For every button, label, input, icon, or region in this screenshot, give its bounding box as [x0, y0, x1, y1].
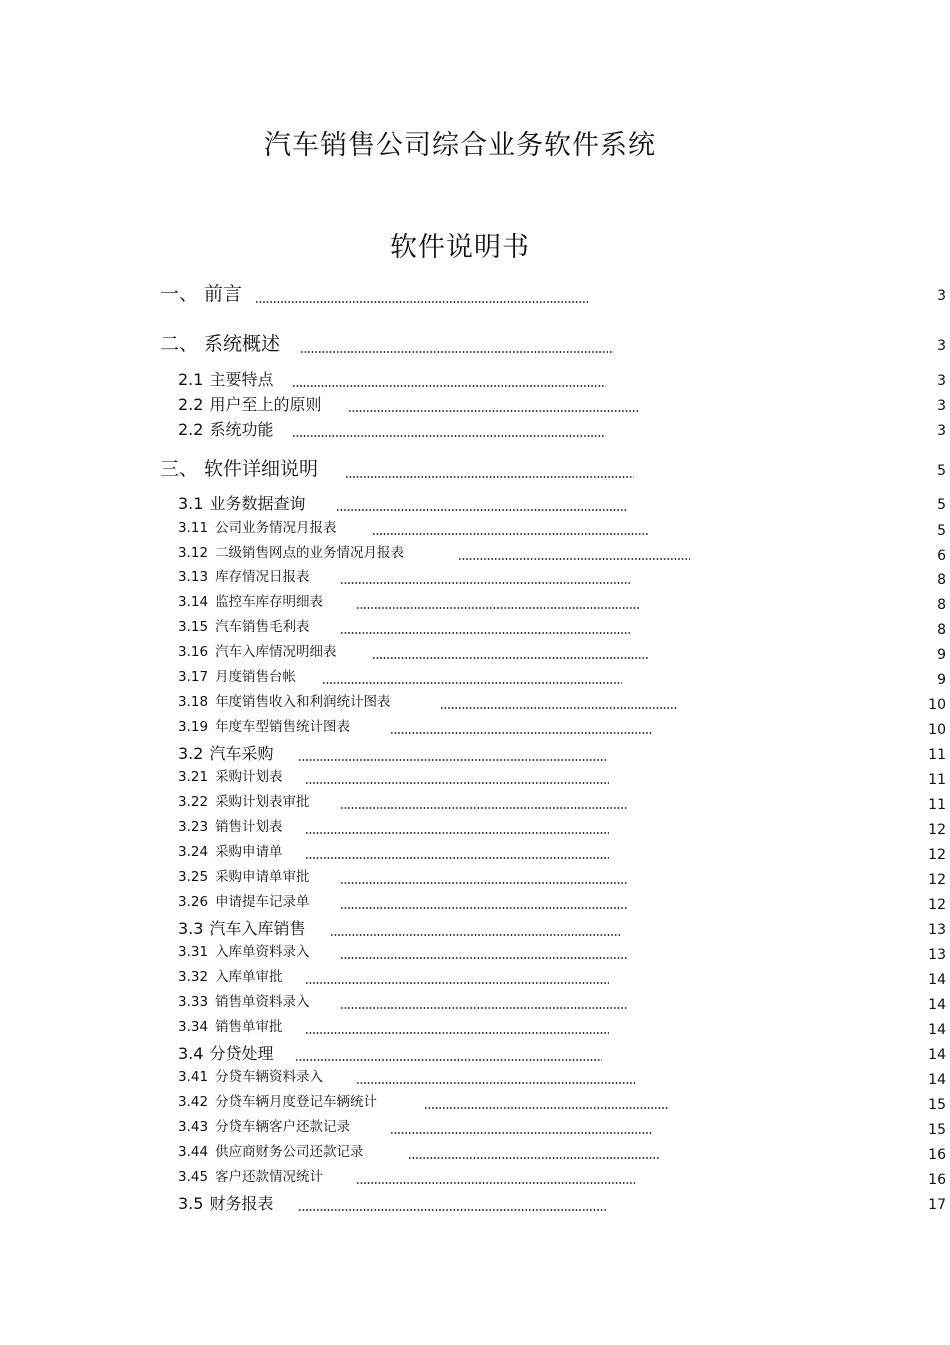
- toc-entry[interactable]: [178, 496, 305, 512]
- toc-entry-label: 汽车入库情况明细表: [215, 644, 337, 660]
- toc-entry[interactable]: [178, 422, 273, 438]
- toc-entry-label: 销售计划表: [215, 819, 283, 835]
- toc-page-number: 14: [928, 972, 946, 988]
- toc-entry-label: 采购申请单审批: [215, 869, 310, 885]
- toc-dot-leader: [292, 435, 606, 437]
- toc-page-number: 14: [928, 1022, 946, 1038]
- toc-entry-number: 3.4: [178, 1044, 204, 1063]
- toc-entry[interactable]: [178, 372, 273, 388]
- toc-entry-label: 分贷车辆月度登记车辆统计: [215, 1094, 378, 1110]
- toc-entry-label: 前言: [204, 283, 243, 305]
- toc-entry-label: 供应商财务公司还款记录: [215, 1144, 364, 1160]
- toc-entry-label: 分贷车辆资料录入: [215, 1069, 324, 1085]
- toc-dot-leader: [390, 732, 652, 734]
- toc-page-number: 11: [928, 797, 946, 813]
- toc-dot-leader: [322, 682, 622, 684]
- toc-page-number: 5: [937, 523, 946, 539]
- toc-dot-leader: [348, 410, 639, 412]
- toc-entry-label: 二级销售网点的业务情况月报表: [215, 545, 405, 561]
- toc-page-number: 3: [937, 338, 946, 354]
- toc-page-number: 9: [937, 647, 946, 663]
- toc-entry-number: 3.31: [178, 944, 209, 960]
- toc-entry-number: 3.18: [178, 694, 209, 710]
- toc-entry[interactable]: [178, 547, 404, 561]
- toc-entry-label: 年度车型销售统计图表: [215, 719, 351, 735]
- toc-dot-leader: [336, 509, 628, 511]
- toc-entry-label: 用户至上的原则: [209, 395, 322, 414]
- toc-page-number: 3: [937, 398, 946, 414]
- toc-page-number: 8: [937, 622, 946, 638]
- toc-entry-number: 一、: [160, 283, 199, 305]
- toc-entry-label: 销售单资料录入: [215, 994, 310, 1010]
- toc-entry[interactable]: [178, 821, 283, 835]
- toc-entry[interactable]: [178, 621, 310, 635]
- toc-dot-leader: [340, 882, 627, 884]
- toc-page-number: 16: [928, 1147, 946, 1163]
- toc-entry-label: 系统功能: [209, 420, 274, 439]
- toc-page-number: 8: [937, 572, 946, 588]
- toc-entry[interactable]: [160, 285, 242, 304]
- toc-page-number: 10: [928, 697, 946, 713]
- toc-entry-label: 采购计划表审批: [215, 794, 310, 810]
- toc-entry-label: 销售单审批: [215, 1019, 283, 1035]
- toc-page-number: 3: [937, 423, 946, 439]
- toc-entry[interactable]: [178, 1121, 350, 1135]
- toc-entry-label: 入库单资料录入: [215, 944, 310, 960]
- toc-entry-label: 采购申请单: [215, 844, 283, 860]
- toc-entry-label: 分贷车辆客户还款记录: [215, 1119, 351, 1135]
- toc-entry-number: 二、: [160, 333, 199, 355]
- toc-page-number: 10: [928, 722, 946, 738]
- toc-dot-leader: [340, 582, 630, 584]
- toc-page-number: 8: [937, 597, 946, 613]
- toc-entry-number: 2.2: [178, 420, 204, 439]
- toc-entry-number: 2.2: [178, 395, 204, 414]
- toc-dot-leader: [340, 957, 627, 959]
- toc-dot-leader: [255, 301, 588, 303]
- toc-entry-label: 系统概述: [204, 333, 281, 355]
- toc-entry[interactable]: [178, 596, 323, 610]
- toc-entry[interactable]: [178, 397, 321, 413]
- toc-page-number: 14: [928, 1072, 946, 1088]
- toc-entry-number: 3.22: [178, 794, 209, 810]
- toc-dot-leader: [305, 857, 609, 859]
- toc-entry[interactable]: [178, 1046, 273, 1062]
- document-subtitle: 软件说明书: [390, 232, 530, 263]
- toc-dot-leader: [340, 1007, 627, 1009]
- toc-dot-leader: [458, 558, 690, 560]
- toc-entry-number: 3.41: [178, 1069, 209, 1085]
- toc-entry-label: 申请提车记录单: [215, 894, 310, 910]
- toc-page-number: 13: [928, 947, 946, 963]
- toc-entry[interactable]: [178, 771, 283, 785]
- toc-dot-leader: [356, 1082, 635, 1084]
- toc-entry-number: 3.25: [178, 869, 209, 885]
- toc-entry-label: 入库单审批: [215, 969, 283, 985]
- toc-entry-number: 3.24: [178, 844, 209, 860]
- toc-entry-number: 3.5: [178, 1194, 204, 1213]
- toc-entry[interactable]: [178, 871, 310, 885]
- toc-page-number: 12: [928, 872, 946, 888]
- toc-page-number: 16: [928, 1172, 946, 1188]
- toc-entry[interactable]: [178, 996, 310, 1010]
- toc-entry[interactable]: [178, 522, 337, 536]
- document-title: 汽车销售公司综合业务软件系统: [264, 130, 656, 161]
- toc-dot-leader: [305, 782, 609, 784]
- toc-entry-number: 3.12: [178, 545, 209, 561]
- toc-page-number: 13: [928, 922, 946, 938]
- toc-entry-number: 3.1: [178, 494, 204, 513]
- toc-page-number: 17: [928, 1197, 946, 1213]
- toc-dot-leader: [305, 1032, 609, 1034]
- toc-page-number: 11: [928, 747, 946, 763]
- toc-entry[interactable]: [178, 1196, 273, 1212]
- toc-entry-number: 3.26: [178, 894, 209, 910]
- toc-entry-label: 汽车采购: [209, 744, 274, 763]
- toc-entry[interactable]: [178, 971, 283, 985]
- toc-page-number: 12: [928, 897, 946, 913]
- toc-entry-label: 分贷处理: [209, 1044, 274, 1063]
- toc-page-number: 15: [928, 1122, 946, 1138]
- toc-entry-number: 3.32: [178, 969, 209, 985]
- toc-dot-leader: [295, 1059, 602, 1061]
- toc-dot-leader: [408, 1157, 660, 1159]
- toc-entry-label: 业务数据查询: [209, 494, 306, 513]
- toc-entry-number: 3.15: [178, 619, 209, 635]
- toc-entry-label: 财务报表: [209, 1194, 274, 1213]
- toc-entry-number: 3.23: [178, 819, 209, 835]
- toc-entry[interactable]: [178, 921, 305, 937]
- toc-entry-number: 3.43: [178, 1119, 209, 1135]
- toc-dot-leader: [298, 1209, 606, 1211]
- toc-dot-leader: [345, 476, 634, 478]
- toc-dot-leader: [356, 607, 639, 609]
- toc-page-number: 14: [928, 997, 946, 1013]
- toc-entry[interactable]: [178, 846, 283, 860]
- toc-page-number: 5: [937, 497, 946, 513]
- toc-entry-label: 年度销售收入和利润统计图表: [215, 694, 391, 710]
- toc-dot-leader: [440, 707, 677, 709]
- toc-page-number: 5: [937, 463, 946, 479]
- toc-entry[interactable]: [178, 671, 296, 685]
- toc-dot-leader: [356, 1182, 635, 1184]
- toc-entry[interactable]: [178, 646, 337, 660]
- toc-dot-leader: [340, 632, 630, 634]
- toc-page-number: 15: [928, 1097, 946, 1113]
- toc-entry[interactable]: [178, 696, 391, 710]
- toc-dot-leader: [424, 1107, 669, 1109]
- toc-entry[interactable]: [160, 460, 318, 479]
- toc-entry-number: 3.17: [178, 669, 209, 685]
- toc-page-number: 14: [928, 1047, 946, 1063]
- toc-entry[interactable]: [178, 946, 310, 960]
- toc-entry[interactable]: [178, 746, 273, 762]
- toc-entry[interactable]: [178, 1171, 323, 1185]
- toc-entry-label: 采购计划表: [215, 769, 283, 785]
- toc-entry-number: 3.33: [178, 994, 209, 1010]
- toc-page-number: 12: [928, 822, 946, 838]
- toc-dot-leader: [372, 657, 648, 659]
- toc-entry[interactable]: [160, 335, 280, 354]
- toc-dot-leader: [305, 832, 609, 834]
- toc-entry-label: 公司业务情况月报表: [215, 520, 337, 536]
- toc-entry-number: 3.16: [178, 644, 209, 660]
- toc-entry[interactable]: [178, 721, 350, 735]
- toc-page-number: 6: [937, 548, 946, 564]
- toc-entry-label: 库存情况日报表: [215, 569, 310, 585]
- toc-entry-number: 3.3: [178, 919, 204, 938]
- toc-entry-label: 汽车入库销售: [209, 919, 306, 938]
- toc-entry-number: 3.2: [178, 744, 204, 763]
- toc-page-number: 11: [928, 772, 946, 788]
- toc-dot-leader: [372, 533, 648, 535]
- toc-dot-leader: [292, 385, 606, 387]
- toc-page-number: 3: [937, 373, 946, 389]
- toc-entry-label: 软件详细说明: [204, 458, 319, 480]
- toc-dot-leader: [298, 759, 606, 761]
- toc-entry-label: 主要特点: [209, 370, 274, 389]
- toc-entry[interactable]: [178, 896, 310, 910]
- toc-entry-number: 3.14: [178, 594, 209, 610]
- toc-entry[interactable]: [178, 1146, 364, 1160]
- toc-entry[interactable]: [178, 571, 310, 585]
- toc-entry-number: 3.42: [178, 1094, 209, 1110]
- toc-entry-number: 2.1: [178, 370, 204, 389]
- toc-entry[interactable]: [178, 1021, 283, 1035]
- toc-entry-label: 月度销售台帐: [215, 669, 297, 685]
- toc-entry-number: 3.21: [178, 769, 209, 785]
- toc-entry-number: 3.19: [178, 719, 209, 735]
- toc-page-number: 12: [928, 847, 946, 863]
- toc-entry-label: 汽车销售毛利表: [215, 619, 310, 635]
- toc-entry[interactable]: [178, 1071, 323, 1085]
- toc-entry-number: 3.45: [178, 1169, 209, 1185]
- toc-dot-leader: [340, 807, 627, 809]
- toc-entry[interactable]: [178, 1096, 377, 1110]
- toc-dot-leader: [340, 907, 627, 909]
- toc-dot-leader: [330, 934, 622, 936]
- toc-entry-number: 3.34: [178, 1019, 209, 1035]
- toc-entry-number: 3.11: [178, 520, 209, 536]
- toc-page-number: 3: [937, 288, 946, 304]
- toc-entry-number: 3.13: [178, 569, 209, 585]
- toc-entry-label: 客户还款情况统计: [215, 1169, 324, 1185]
- toc-dot-leader: [305, 982, 609, 984]
- toc-dot-leader: [300, 351, 614, 353]
- toc-entry[interactable]: [178, 796, 310, 810]
- toc-entry-number: 3.44: [178, 1144, 209, 1160]
- toc-entry-number: 三、: [160, 458, 199, 480]
- toc-entry-label: 监控车库存明细表: [215, 594, 324, 610]
- toc-dot-leader: [390, 1132, 652, 1134]
- toc-page-number: 9: [937, 672, 946, 688]
